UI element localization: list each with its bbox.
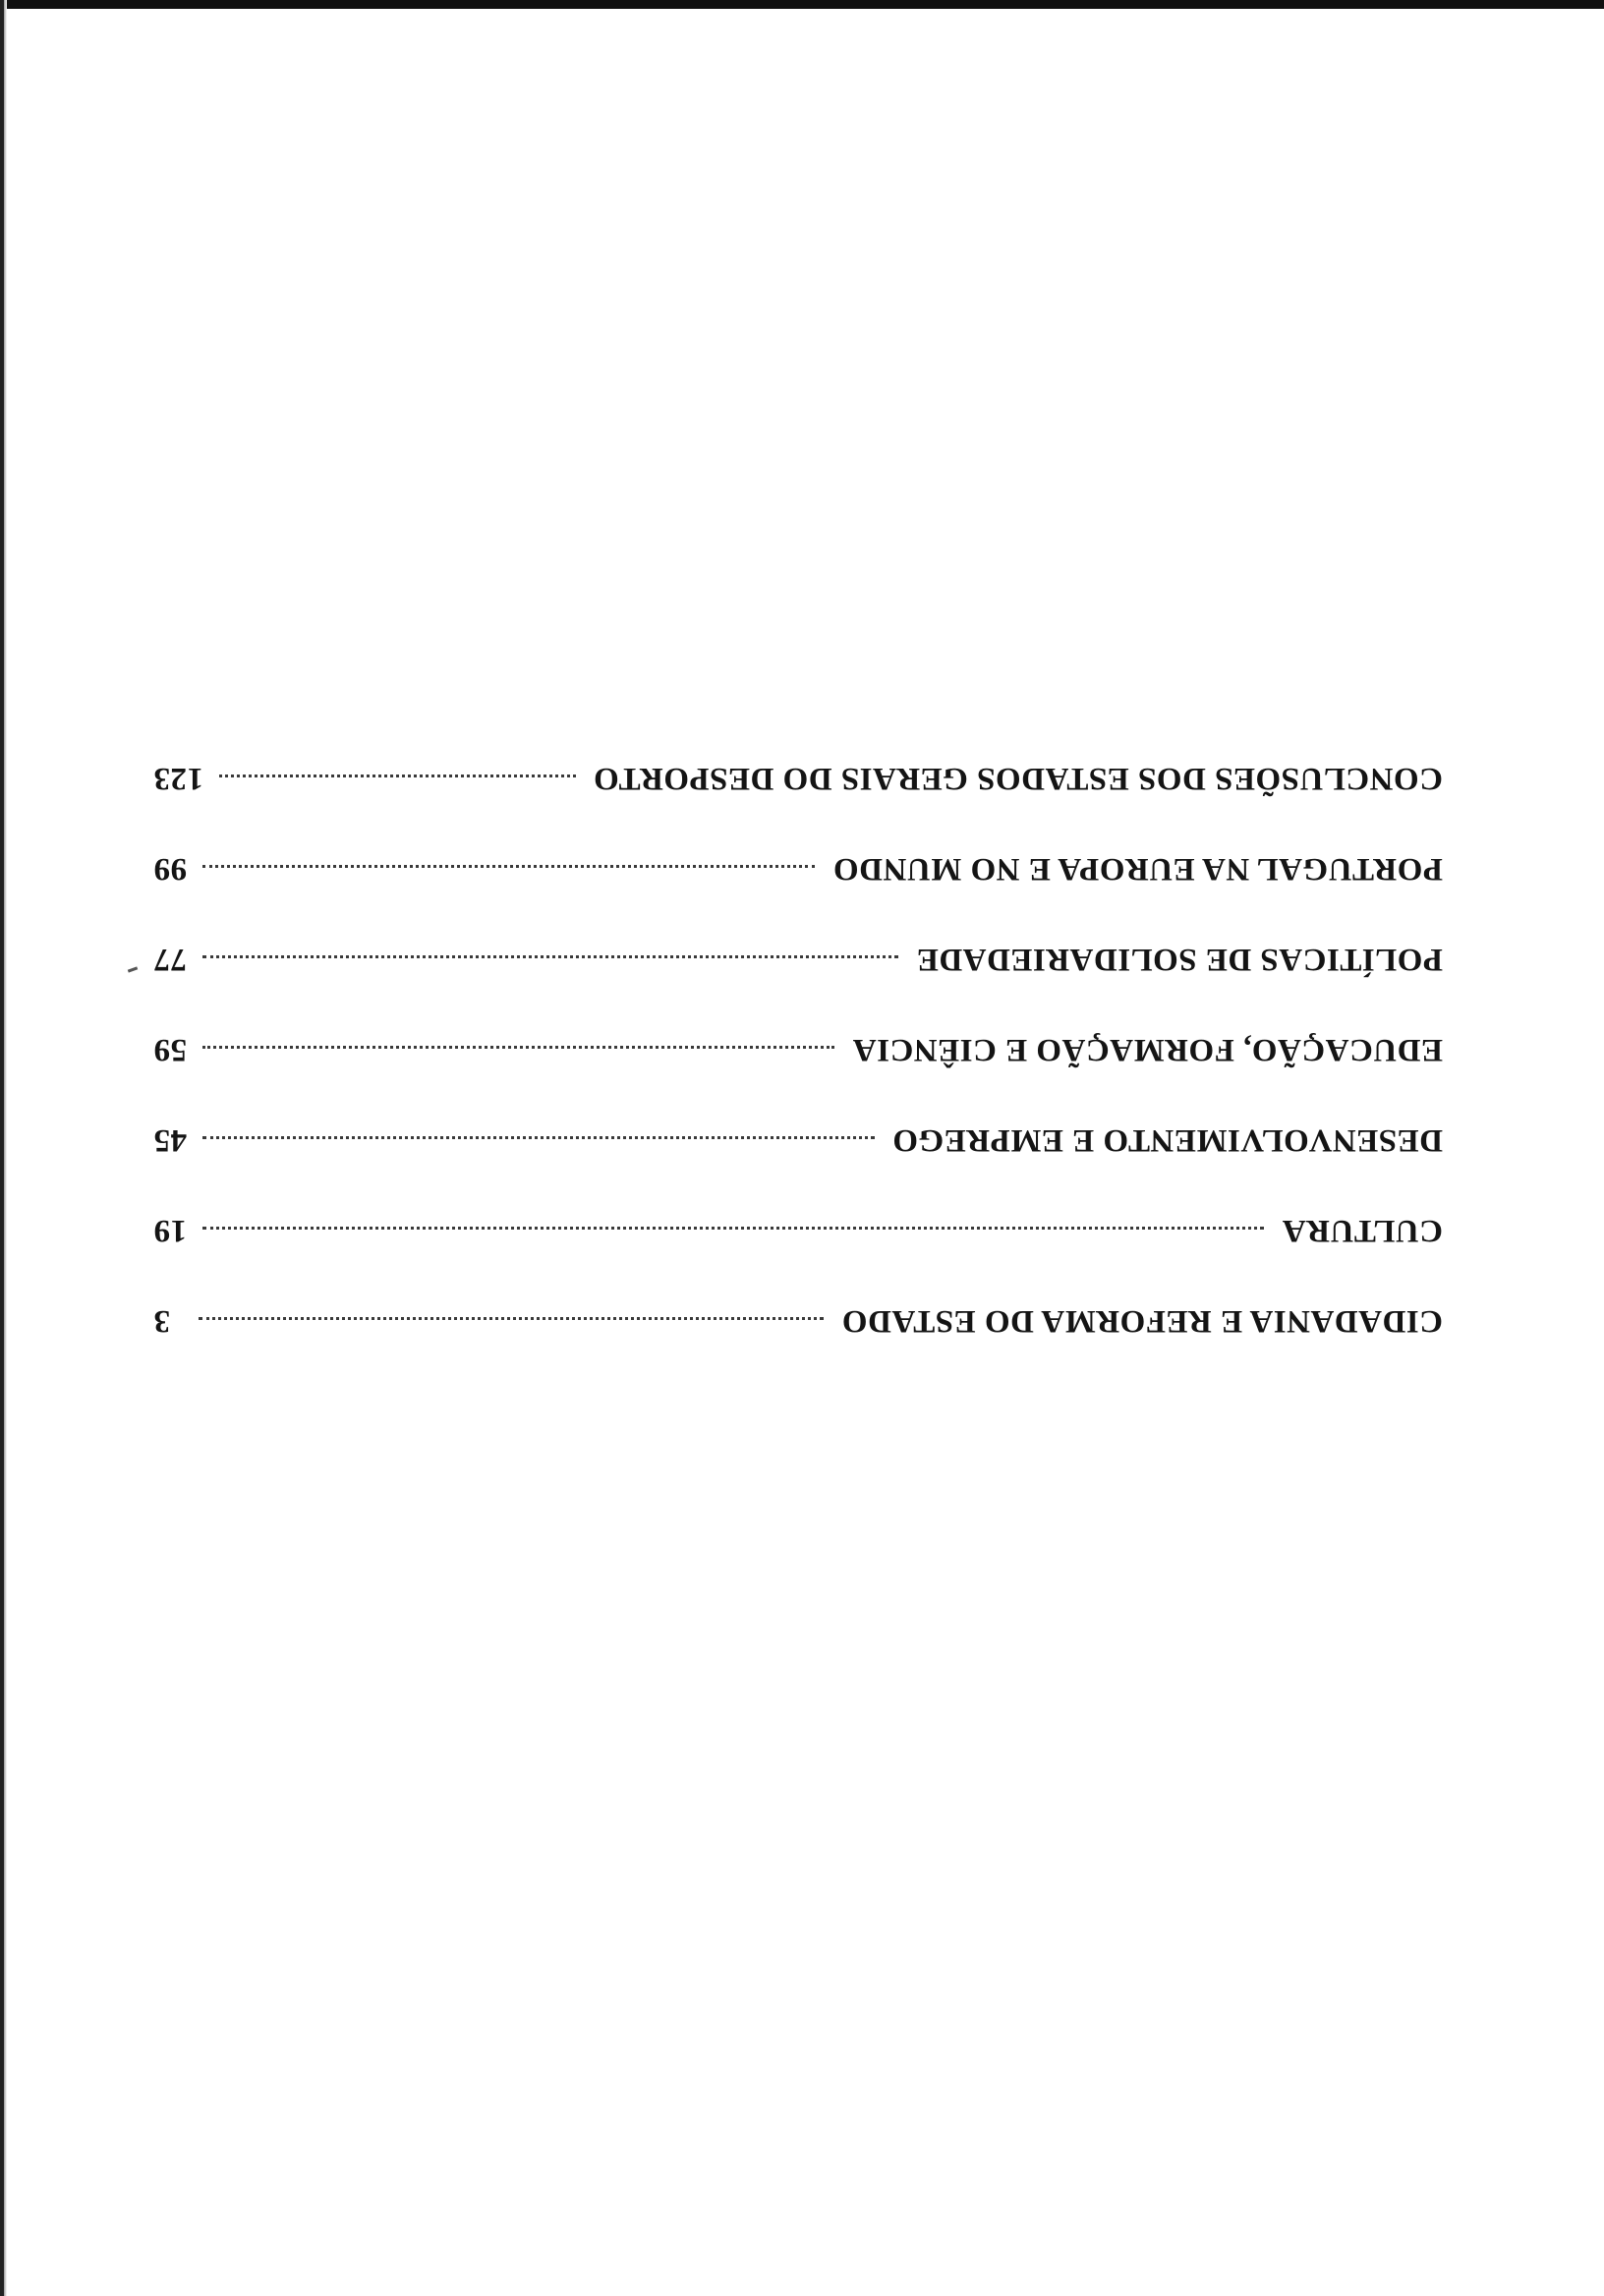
- toc-entry-educacao: [153, 977, 1443, 1067]
- toc-entry-title: POLÍTICAS DE SOLIDARIEDADE: [916, 942, 1443, 977]
- toc-dot-leader: [199, 1317, 824, 1320]
- toc-entry-portugal: [153, 796, 1443, 887]
- toc-entry-title: DESENVOLVIMENTO E EMPREGO: [891, 1122, 1443, 1158]
- toc-entry-page-number: 19: [153, 1213, 187, 1248]
- toc-entry-conclusoes: [153, 706, 1443, 796]
- toc-entry-page-number: 123: [153, 761, 203, 796]
- toc-entry-desenvolvimento: [153, 1067, 1443, 1158]
- toc-dot-leader: [202, 1136, 875, 1139]
- toc-dot-leader: [202, 955, 898, 958]
- toc-entry-title: CULTURA: [1282, 1213, 1443, 1248]
- toc-dot-leader: [219, 775, 576, 777]
- toc-entry-title: CIDADANIA E REFORMA DO ESTADO: [841, 1303, 1443, 1339]
- toc-entry-politicas: [153, 887, 1443, 977]
- toc-entry-page-number: 77: [153, 942, 187, 977]
- toc-entry-page-number: 99: [153, 851, 187, 887]
- toc-entry-title: PORTUGAL NA EUROPA E NO MUNDO: [832, 851, 1443, 887]
- toc-dot-leader: [202, 865, 815, 868]
- toc-entry-page-number: 45: [153, 1122, 187, 1158]
- toc-entry-title: CONCLUSÕES DOS ESTADOS GERAIS DO DESPORTO: [593, 761, 1443, 796]
- toc-dot-leader: [202, 1227, 1264, 1230]
- toc-entry-page-number: 3: [153, 1303, 170, 1339]
- toc-entry-cidadania: [153, 1248, 1443, 1339]
- toc-entry-page-number: 59: [153, 1032, 187, 1067]
- table-of-contents: [153, 706, 1443, 1339]
- toc-dot-leader: [202, 1046, 834, 1049]
- toc-entry-title: EDUCAÇÃO, FORMAÇÃO E CIÊNCIA: [852, 1032, 1443, 1067]
- toc-entry-cultura: [153, 1158, 1443, 1248]
